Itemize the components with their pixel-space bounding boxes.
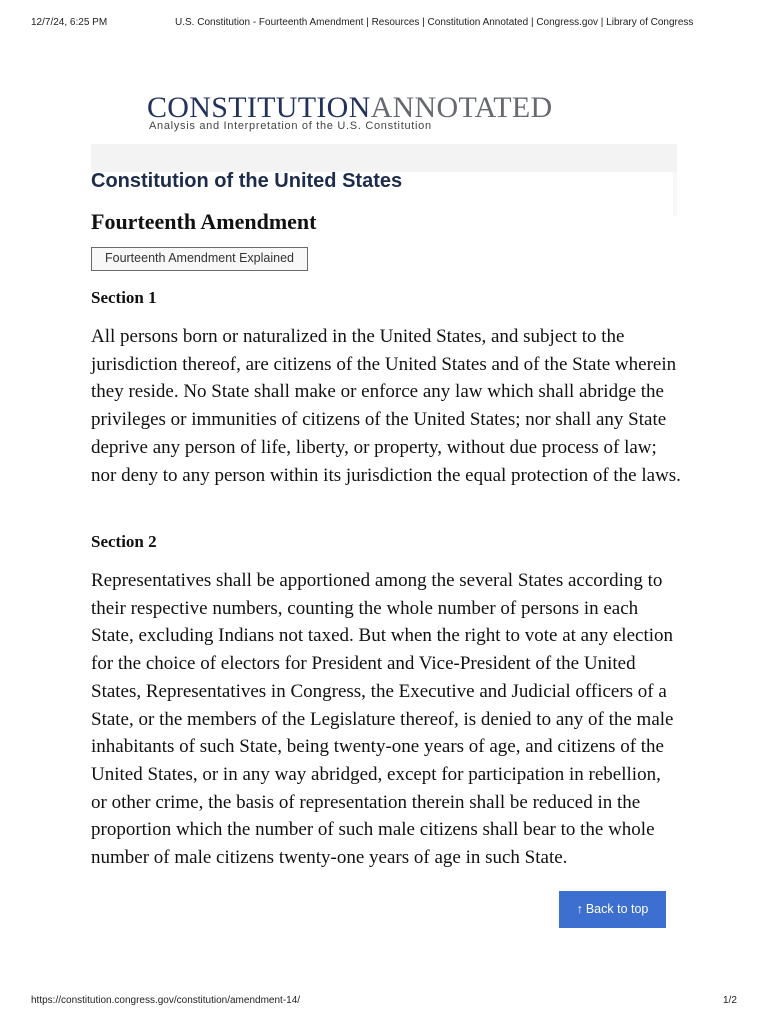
decorative-edge: [673, 172, 677, 216]
print-page-number: 1/2: [723, 995, 737, 1006]
section-2-heading: Section 2: [91, 532, 157, 551]
page-title: Fourteenth Amendment: [91, 209, 317, 234]
print-header: [0, 17, 768, 31]
site-heading: Constitution of the United States: [91, 170, 403, 192]
site-banner[interactable]: [91, 82, 677, 144]
banner-divider-band: [91, 144, 677, 172]
logo-word-constitution: CONSTITUTION: [147, 91, 371, 124]
print-page-title: U.S. Constitution - Fourteenth Amendment | Resources | Constitution Annotated | Congress.gov | Library of Congress: [175, 17, 694, 28]
logo-word-annotated: ANNOTATED: [370, 91, 553, 124]
arrow-up-icon: ↑: [576, 902, 583, 916]
section-1-heading: Section 1: [91, 288, 157, 307]
print-date: 12/7/24, 6:25 PM: [31, 17, 108, 28]
section-1-text: All persons born or naturalized in the United States, and subject to the jurisdiction thereof, are citizens of the United States and of the State wherein they reside. No State shall make or enforce any law which shall abridge the privileges or immunities of citizens of the United States; nor shall any State deprive any person of life, liberty, or property, without due process of law; nor deny to any person within its jurisdiction the equal protection of the laws.: [91, 326, 681, 486]
logo-tagline: Analysis and Interpretation of the U.S. Constitution: [149, 120, 432, 132]
print-url: https://constitution.congress.gov/constitution/amendment-14/: [31, 995, 301, 1006]
print-footer: [0, 995, 768, 1009]
back-to-top-label: Back to top: [585, 902, 649, 916]
back-to-top-button[interactable]: [559, 891, 666, 928]
amendment-explained-button[interactable]: Fourteenth Amendment Explained: [91, 247, 308, 271]
site-logo[interactable]: [147, 93, 553, 123]
section-2-text: Representatives shall be apportioned among the several States according to their respective numbers, counting the whole number of persons in each State, excluding Indians not taxed. But when the right to vote at any election for the choice of electors for President and Vice-President of the United States, Representatives in Congress, the Executive and Judicial officers of a State, or the members of the Legislature thereof, is denied to any of the male inhabitants of such State, being twenty-one years of age, and citizens of the United States, or in any way abridged, except for participation in rebellion, or other crime, the basis of representation therein shall be reduced in the proportion which the number of such male citizens shall bear to the whole number of male citizens twenty-one years of age in such State.: [91, 570, 674, 869]
